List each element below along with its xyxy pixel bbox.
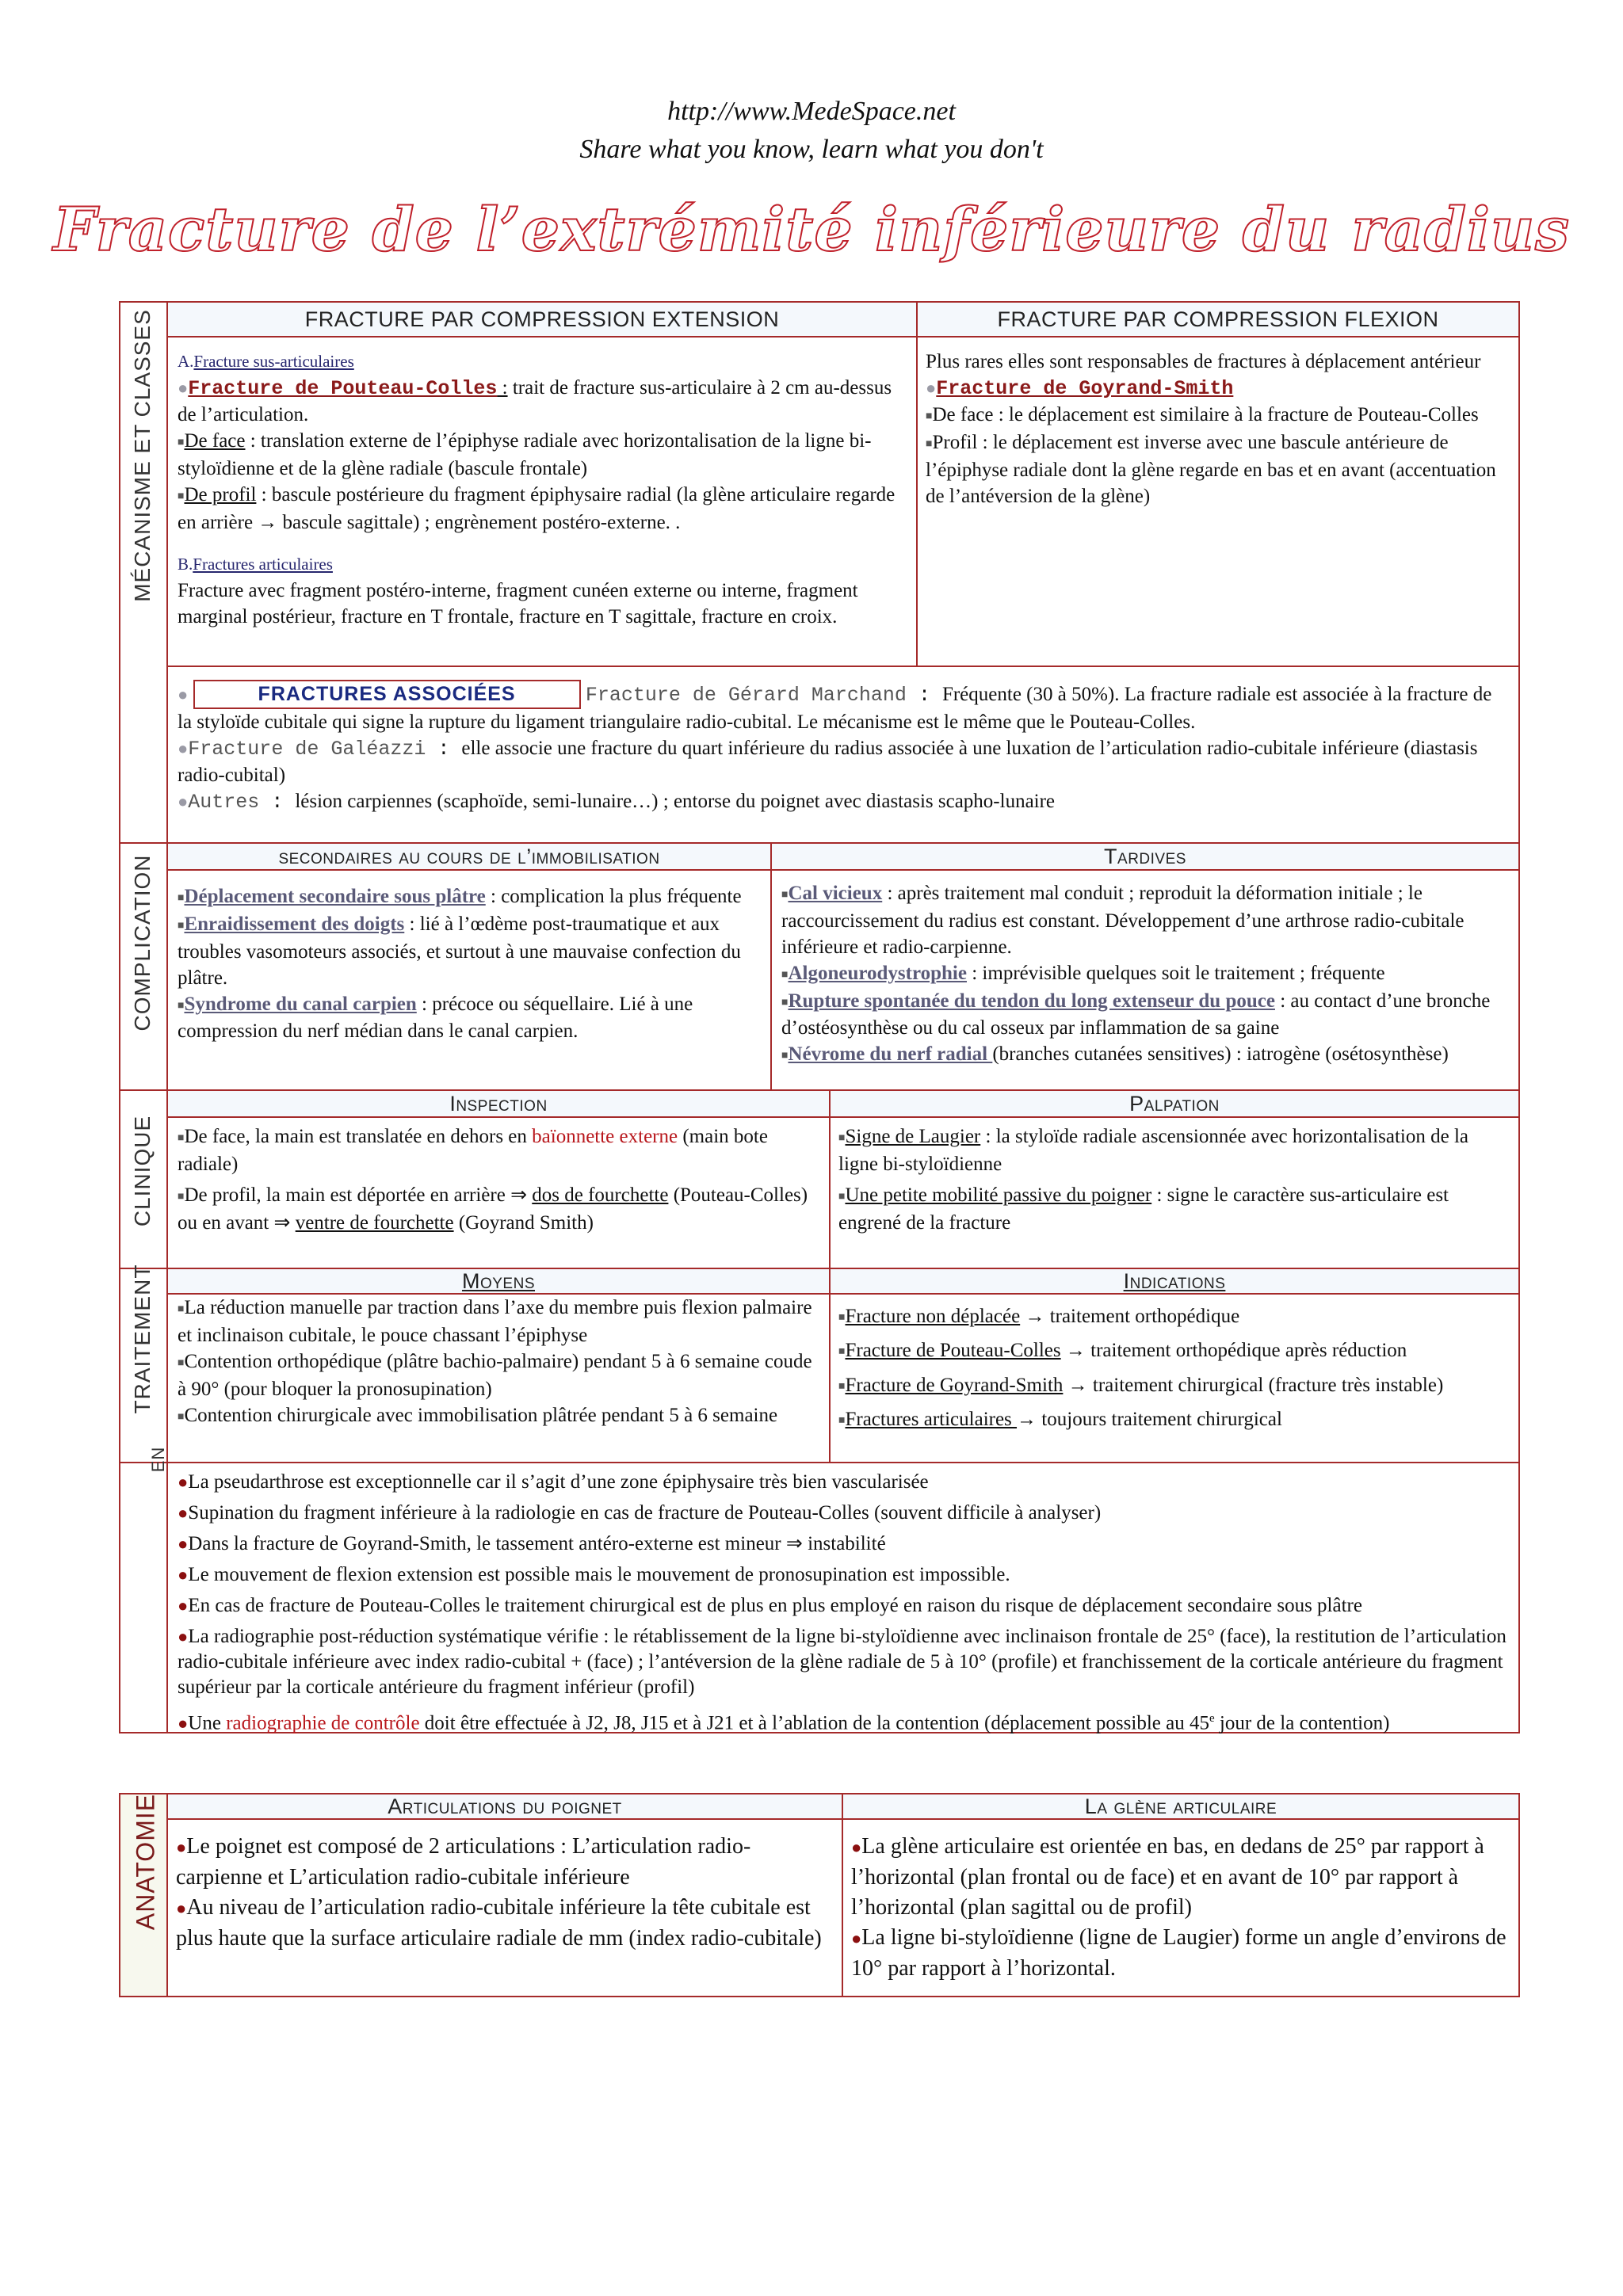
section-label-anatomie: ANATOMIE bbox=[131, 1793, 160, 1931]
col-header-indications: Indications bbox=[831, 1269, 1518, 1293]
header-divider bbox=[166, 1116, 1520, 1118]
term-gerard-marchand: Fracture de Gérard Marchand bbox=[585, 684, 907, 707]
col-header-tardives: Tardives bbox=[772, 844, 1518, 869]
palpation-cell: ■Signe de Laugier : la styloïde radiale ascensionnée avec horizontalisation de la ligne bi-styloïdienne ■Une petite mobilité passive du poigner : signe le caractère sus-articulaire est engrené de la fracture bbox=[838, 1126, 1468, 1234]
section-label-complication: COMPLICATION bbox=[130, 854, 155, 1032]
glene-cell: ●La glène articulaire est orientée en bas, en dedans de 25° par rapport à l’horizontal (plan frontal ou de face) et en avant de 10° par rapport à l’horizontal (plan sagittal ou de profil) ●La ligne bi-styloïdienne (ligne de Laugier) forme un angle d’environs de 10° par rapport à l’horizontal. bbox=[851, 1834, 1507, 1981]
term-cal-vicieux: Cal vicieux bbox=[788, 883, 883, 904]
term-pouteau-colles: Fracture de Pouteau-Colles bbox=[188, 377, 498, 400]
col-divider bbox=[842, 1793, 843, 1997]
col-header-inspection: Inspection bbox=[168, 1091, 829, 1116]
term-nevrome: Névrome du nerf radial bbox=[788, 1043, 993, 1066]
inspection-cell: ■De face, la main est translatée en dehors en baïonnette externe (main bote radiale) ■De profil, la main est déportée en arrière ⇒ dos de fourchette (Pouteau-Colles) ou en avant ⇒ ventre de fourchette (Goyrand Smith) bbox=[178, 1126, 808, 1234]
text-articulaires: Fracture avec fragment postéro-interne, fragment cunéen externe ou interne, fragment marginal postérieur, fracture en T frontale, fracture en T sagittale, fracture en croix. bbox=[178, 579, 858, 627]
col-divider bbox=[770, 842, 772, 1089]
row-divider bbox=[119, 1462, 1520, 1463]
header-divider bbox=[166, 1818, 1520, 1820]
subtitle-sus-articulaires: Fracture sus-articulaires bbox=[193, 352, 354, 371]
row-divider bbox=[166, 666, 1520, 667]
indications-cell: ■Fracture non déplacée → traitement orthopédique ■Fracture de Pouteau-Colles → traitement orthopédique après réduction ■Fracture de Goyrand-Smith → traitement chirurgical (fracture très instable) ■Fractures articulaires → toujours traitement chirurgical bbox=[838, 1306, 1444, 1430]
section-divider bbox=[166, 301, 168, 1733]
term-rupture-tendon: Rupture spontanée du tendon du long extenseur du pouce bbox=[788, 990, 1275, 1012]
flexion-cell: Plus rares elles sont responsables de fractures à déplacement antérieur ●Fracture de Goyrand-Smith ■De face : le déplacement est similaire à la fracture de Pouteau-Colles ■Profil : le déplacement est inverse avec une bascule antérieure de l’épiphyse radiale dont la glène regarde en bas et en avant (accentuation de l’antéversion de la glène) bbox=[926, 351, 1496, 507]
col-header-articulations: Articulations du poignet bbox=[168, 1794, 842, 1818]
term-algoneurodystrophie: Algoneurodystrophie bbox=[788, 962, 967, 984]
term-canal-carpien: Syndrome du canal carpien bbox=[184, 993, 417, 1015]
term-goyrand-smith: Fracture de Goyrand-Smith bbox=[936, 377, 1234, 400]
col-header-secondaires: secondaires au cours de l’immobilisation bbox=[168, 844, 770, 869]
col-divider bbox=[916, 301, 918, 666]
articulations-cell: ●Le poignet est composé de 2 articulations : L’articulation radio-carpienne et L’articulation radio-cubitale inférieure ●Au niveau de l’articulation radio-cubitale inférieure la tête cubitale est plus haute que la surface articulaire radiale de mm (index radio-cubitale) bbox=[176, 1834, 822, 1951]
header-tagline: Share what you know, learn what you don't bbox=[579, 135, 1044, 164]
header-divider bbox=[166, 869, 1520, 871]
col-header-glene: La glène articulaire bbox=[843, 1794, 1518, 1818]
col-header-extension: FRACTURE PAR COMPRESSION EXTENSION bbox=[168, 303, 916, 336]
term-autres: Autres bbox=[188, 791, 260, 814]
term-baionnette: baïonnette externe bbox=[532, 1126, 678, 1147]
section-label-en: EN bbox=[148, 1446, 168, 1473]
header-divider bbox=[166, 336, 1520, 338]
section-divider bbox=[166, 1793, 168, 1997]
header-url[interactable]: http://www.MedeSpace.net bbox=[667, 97, 956, 126]
col-header-moyens: Moyens bbox=[168, 1269, 829, 1293]
section-label-mecanisme: MÉCANISME ET CLASSES bbox=[130, 309, 155, 602]
col-header-flexion: FRACTURE PAR COMPRESSION FLEXION bbox=[918, 303, 1518, 336]
moyens-cell: ■La réduction manuelle par traction dans l’axe du membre puis flexion palmaire et inclinaison cubitale, le pouce chassant l’épiphyse ■Contention orthopédique (plâtre bachio-palmaire) pendant 5 à 6 semaine coude à 90° (pour bloquer la pronosupination) ■Contention chirurgicale avec immobilisation plâtrée pendant 5 à 6 semaine bbox=[178, 1297, 812, 1426]
subtitle-articulaires: Fractures articulaires bbox=[193, 554, 333, 574]
term-deplacement-secondaire: Déplacement secondaire sous plâtre bbox=[184, 886, 486, 907]
extension-cell: A.Fracture sus-articulaires ●Fracture de Pouteau-Colles : trait de fracture sus-articulaire à 2 cm au-dessus de l’articulation. ■De face : translation externe de l’épiphyse radiale avec horizontalisation de la ligne bi-styloïdienne et de la glène radiale (bascule frontale) ■De profil : bascule postérieure du fragment épiphysaire radial (la glène articulaire regarde en arrière → bascule sagittale) ; engrènement postéro-externe. . B.Fractures articulaires Fracture avec fragment postéro-interne, fragment cunéen externe ou interne, fragment marginal postérieur, fracture en T frontale, fracture en T sagittale, fracture en croix. bbox=[178, 349, 907, 630]
section-label-clinique: CLINIQUE bbox=[130, 1115, 155, 1227]
term-enraidissement: Enraidissement des doigts bbox=[184, 913, 405, 935]
label-fractures-associees: FRACTURES ASSOCIÉES bbox=[193, 680, 581, 709]
complication-secondaires: ■Déplacement secondaire sous plâtre : complication la plus fréquente ■Enraidissement des doigts : lié à l’œdème post-traumatique et aux troubles vasomoteurs associés, et surtout à une mauvaise confection du plâtre. ■Syndrome du canal carpien : précoce ou séquellaire. Lié à une compression du nerf médian dans le canal carpien. bbox=[178, 886, 742, 1043]
en-bref-cell: ●La pseudarthrose est exceptionnelle car il s’agit d’une zone épiphysaire très bien vascularisée ●Supination du fragment inférieure à la radiologie en cas de fracture de Pouteau-Colles (souvent difficile à analyser) ●Dans la fracture de Goyrand-Smith, le tassement antéro-externe est mineur ⇒ instabilité ●Le mouvement de flexion extension est possible mais le mouvement de pronosupination est impossible. ●En cas de fracture de Pouteau-Colles le traitement chirurgical est de plus en plus employé en raison du risque de déplacement secondaire sous plâtre ●La radiographie post-réduction systématique vérifie : le rétablissement de la ligne bi-styloïdienne avec inclinaison frontale de 25° (face), la restitution de l’articulation radio-cubitale inférieure avec index radio-cubital + (face) ; l’antéversion de la glène radiale de 5 à 10° (profile) et franchissement de la corticale antérieure du fragment supérieur par la corticale antérieure du fragment inférieur (profil) ●Une radiographie de contrôle doit être effectuée à J2, J8, J15 et à J21 et à l’ablation de la contention (déplacement possible au 45e jour de la contention) bbox=[178, 1471, 1507, 1734]
col-header-palpation: Palpation bbox=[831, 1091, 1518, 1116]
term-galeazzi: Fracture de Galéazzi bbox=[188, 738, 426, 761]
associees-cell: ● FRACTURES ASSOCIÉES Fracture de Gérard Marchand : Fréquente (30 à 50%). La fracture radiale est associée à la fracture de la styloïde cubitale qui signe la rupture du ligament triangulaire radio-cubital. Le mécanisme est le même que le Pouteau-Colles. ●Fracture de Galéazzi : elle associe une fracture du quart inférieure du radius associée à une luxation de l’articulation radio-cubitale inférieure (diastasis radio-cubital) ●Autres : lésion carpiennes (scaphoïde, semi-lunaire…) ; entorse du poignet avec diastasis scapho-lunaire bbox=[178, 680, 1509, 815]
section-label-traitement: TRAITEMENT bbox=[130, 1264, 155, 1414]
page-title: Fracture de l’extrémité inférieure du radius bbox=[53, 194, 1570, 265]
term-radiographie-controle: radiographie de contrôle bbox=[226, 1712, 420, 1734]
complication-tardives: ■Cal vicieux : après traitement mal conduit ; reproduit la déformation initiale ; le raccourcissement du radius est constant. Développement d’une arthrose radio-cubitale inférieure et radio-carpienne. ■Algoneurodystrophie : imprévisible quelques soit le traitement ; fréquente ■Rupture spontanée du tendon du long extenseur du pouce : au contact d’une bronche d’ostéosynthèse ou du cal osseux par inflammation de sa gaine ■Névrome du nerf radial (branches cutanées sensitives) : iatrogène (osétosynthèse) bbox=[781, 883, 1491, 1066]
